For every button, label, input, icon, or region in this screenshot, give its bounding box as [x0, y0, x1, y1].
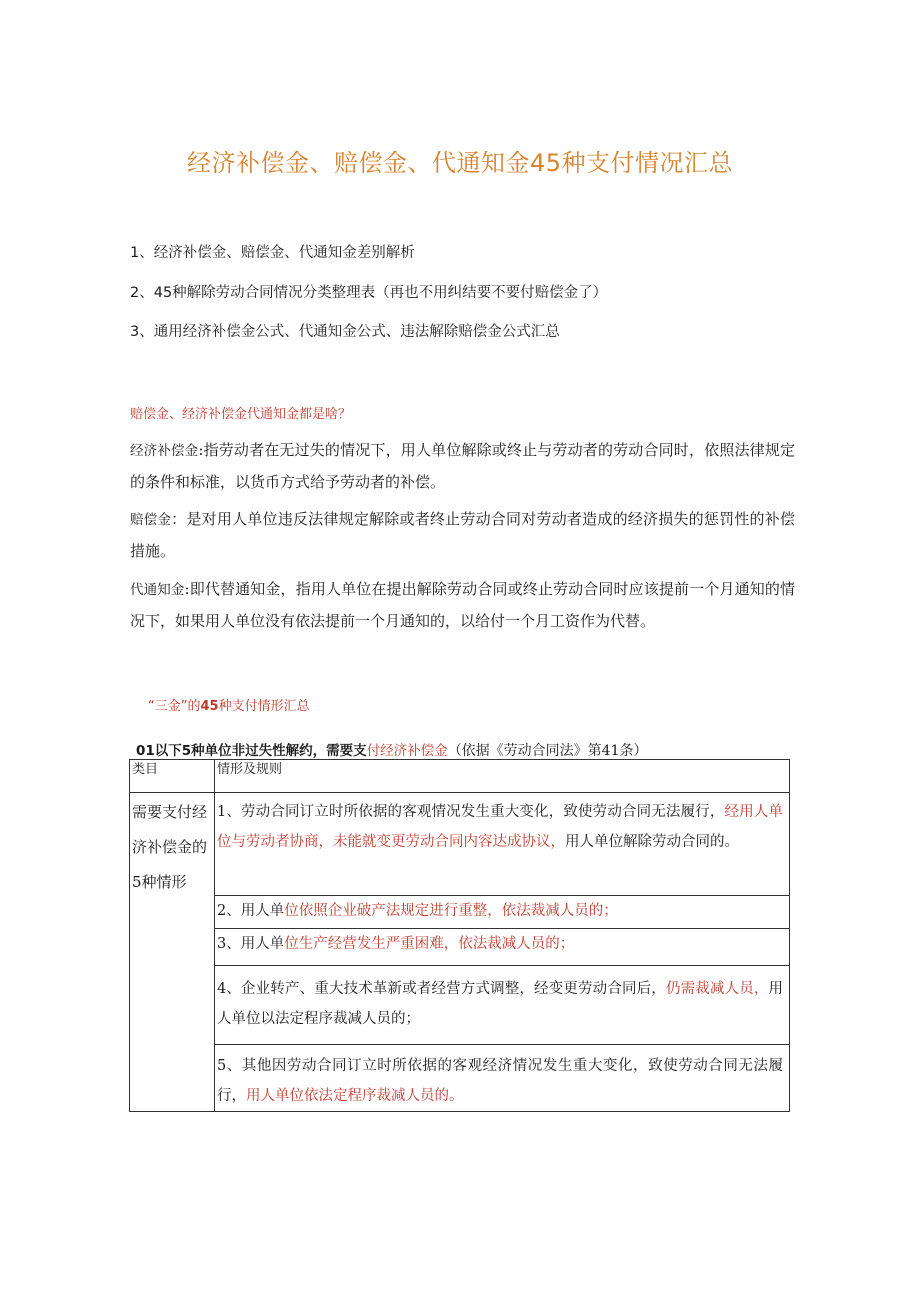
rule-text: 2、用人单	[217, 903, 285, 919]
definition-compensation	[130, 435, 795, 498]
definition-damages	[130, 504, 795, 567]
definition-term: 经济补偿金	[130, 443, 199, 459]
definition-separator: ：	[171, 510, 187, 528]
rule-text: 5、其他因劳动合同订立时所依据的客观经济情况发生重大变化，致使劳动合同无法履行，	[217, 1058, 783, 1104]
rule-cell	[215, 896, 790, 929]
definition-text: 是对用人单位违反法律规定解除或者终止劳动合同对劳动者造成的经济损失的惩罚性的补偿措施。	[130, 510, 795, 560]
rule-highlight: 经用人单位与劳动者协商，未能就变更劳动合同内容达成协议，	[217, 804, 784, 850]
subheading-post: 种支付情形汇总	[218, 699, 310, 714]
section-heading: 赔偿金、经济补偿金代通知金都是啥？	[130, 407, 352, 422]
rule-cell	[215, 966, 790, 1045]
subheading-num: 45	[200, 699, 219, 714]
table-row	[130, 1045, 790, 1112]
rule-text-tail: 用人单位以法定程序裁减人员的；	[217, 981, 783, 1027]
table-row	[130, 929, 790, 966]
rule-cell	[215, 929, 790, 966]
toc-item-3: 3、通用经济补偿金公式、代通知金公式、违法解除赔偿金公式汇总	[130, 324, 560, 340]
rule-cell	[215, 1045, 790, 1112]
definition-text: 指劳动者在无过失的情况下，用人单位解除或终止与劳动者的劳动合同时，依照法律规定的条件和标准，以货币方式给予劳动者的补偿。	[130, 441, 795, 491]
definition-term: 赔偿金	[130, 512, 172, 528]
toc-item-2: 2、45种解除劳动合同情况分类整理表（再也不用纠结要不要付赔偿金了）	[130, 285, 608, 301]
rule-text: 4、企业转产、重大技术革新或者经营方式调整，经变更劳动合同后，	[217, 981, 666, 997]
table-caption	[136, 739, 648, 760]
definition-notice-pay	[130, 574, 795, 637]
subheading-pre: “三金”的	[148, 699, 201, 714]
table-row	[130, 793, 790, 896]
rule-highlight: 用人单位依法定程序裁减人员的。	[246, 1088, 464, 1104]
definition-separator: :	[184, 580, 190, 598]
rule-highlight: 位生产经营发生严重困难，依法裁减人员的；	[284, 936, 575, 952]
caption-part-b: 付经济补偿金	[366, 743, 448, 759]
rule-text-tail: 用人单位解除劳动合同的。	[565, 834, 739, 850]
category-cell: 需要支付经济补偿金的5种情形	[130, 793, 215, 1112]
header-rules: 情形及规则	[215, 760, 790, 793]
rule-text: 1、劳动合同订立时所依据的客观情况发生重大变化，致使劳动合同无法履行，	[217, 804, 725, 820]
rule-highlight: 仍需裁减人员，	[665, 981, 769, 997]
header-category: 类目	[130, 760, 215, 793]
rule-text: 3、用人单	[217, 936, 285, 952]
rule-highlight: 位依照企业破产法规定进行重整，依法裁减人员的；	[284, 903, 618, 919]
definition-text: 即代替通知金，指用人单位在提出解除劳动合同或终止劳动合同时应该提前一个月通知的情况下，如果用人单位没有依法提前一个月通知的，以给付一个月工资作为代替。	[130, 580, 795, 630]
rule-cell	[215, 793, 790, 896]
table-row	[130, 896, 790, 929]
toc-item-1: 1、经济补偿金、赔偿金、代通知金差别解析	[130, 245, 415, 261]
caption-part-c: （依据《劳动合同法》第41条）	[447, 743, 648, 759]
page-title: 经济补偿金、赔偿金、代通知金45种支付情况汇总	[186, 149, 734, 177]
table-row	[130, 966, 790, 1045]
subheading	[148, 695, 310, 714]
definition-term: 代通知金	[130, 582, 185, 598]
table-header-row	[130, 760, 790, 793]
rules-table	[129, 759, 790, 1112]
definition-separator: :	[198, 441, 204, 459]
caption-part-a: 01以下5种单位非过失性解约，需要支	[136, 743, 367, 759]
